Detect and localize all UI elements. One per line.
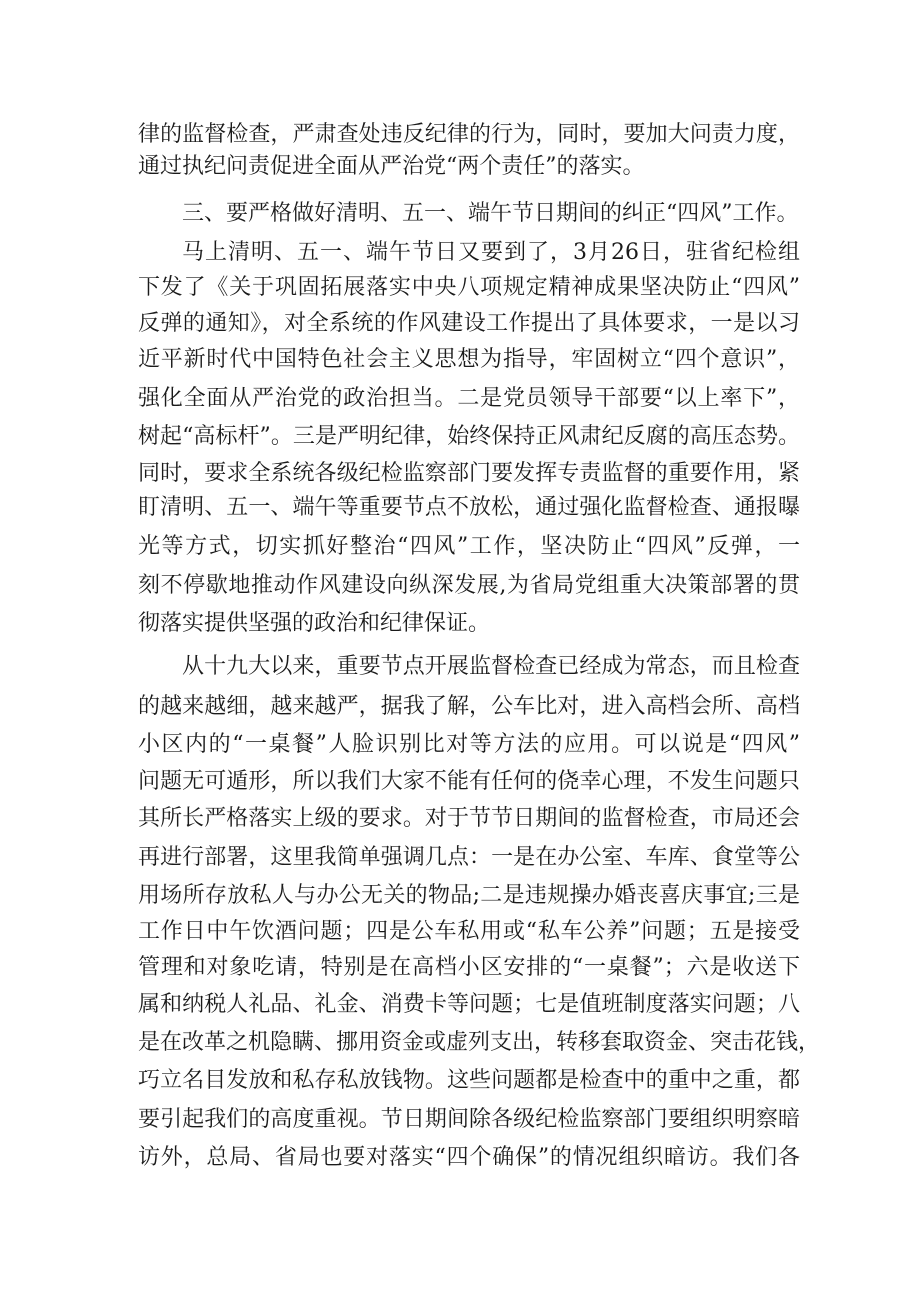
text-line: 树起“高标杆”。三是严明纪律，始终保持正风肃纪反腐的高压态势。: [138, 424, 800, 449]
text-line: 工作日中午饮酒问题；四是公车私用或“私车公养”问题；五是接受: [138, 919, 800, 944]
text-line: 再进行部署，这里我简单强调几点：一是在办公室、车库、食堂等公: [138, 845, 800, 870]
text-line: 属和纳税人礼品、礼金、消费卡等问题；七是值班制度落实问题；八: [138, 992, 800, 1017]
text-line: 访外，总局、省局也要对落实“四个确保”的情况组织暗访。我们各: [138, 1145, 800, 1170]
text-line: 近平新时代中国特色社会主义思想为指导，牢固树立“四个意识”，: [138, 347, 800, 372]
text-line: 小区内的“一桌餐”人脸识别比对等方法的应用。可以说是“四风”: [138, 732, 800, 757]
text-line: 巧立名目发放和私存私放钱物。这些问题都是检查中的重中之重，都: [138, 1068, 800, 1093]
text-line: 盯清明、五一、端午等重要节点不放松，通过强化监督检查、通报曝: [138, 495, 800, 520]
text-line: 马上清明、五一、端午节日又要到了，3月26日，驻省纪检组: [182, 240, 800, 265]
text-line: 要引起我们的高度重视。节日期间除各级纪检监察部门要组织明察暗: [138, 1107, 800, 1132]
section-heading: 三、要严格做好清明、五一、端午节日期间的纠正“四风”工作。: [182, 201, 799, 226]
text-line: 从十九大以来，重要节点开展监督检查已经成为常态，而且检查: [182, 654, 800, 679]
text-line: 用场所存放私人与办公无关的物品;二是违规操办婚丧喜庆事宜;三是: [138, 883, 800, 908]
text-line: 下发了《关于巩固拓展落实中央八项规定精神成果坚决防止“四风”: [138, 275, 800, 300]
text-line: 是在改革之机隐瞒、挪用资金或虚列支出，转移套取资金、突击花钱，: [138, 1030, 821, 1055]
text-line: 光等方式，切实抓好整治“四风”工作，坚决防止“四风”反弹，一: [138, 534, 800, 559]
text-line: 同时，要求全系统各级纪检监察部门要发挥专责监督的重要作用，紧: [138, 461, 800, 486]
text-line: 其所长严格落实上级的要求。对于节节日期间的监督检查，市局还会: [138, 806, 800, 831]
text-line: 强化全面从严治党的政治担当。二是党员领导干部要“以上率下”，: [138, 386, 800, 411]
text-line: 彻落实提供坚强的政治和纪律保证。: [138, 611, 491, 636]
text-line: 问题无可遁形，所以我们大家不能有任何的侥幸心理，不发生问题只: [138, 769, 800, 794]
text-line: 的越来越细，越来越严，据我了解，公车比对，进入高档会所、高档: [138, 694, 800, 719]
text-line: 反弹的通知》，对全系统的作风建设工作提出了具体要求，一是以习: [138, 311, 800, 336]
text-line: 刻不停歇地推动作风建设向纵深发展,为省局党组重大决策部署的贯: [138, 573, 800, 598]
text-line: 通过执纪问责促进全面从严治党“两个责任”的落实。: [138, 154, 645, 179]
text-line: 律的监督检查，严肃查处违反纪律的行为，同时，要加大问责力度，: [138, 122, 800, 147]
text-line: 管理和对象吃请，特别是在高档小区安排的“一桌餐”；六是收送下: [138, 955, 800, 980]
